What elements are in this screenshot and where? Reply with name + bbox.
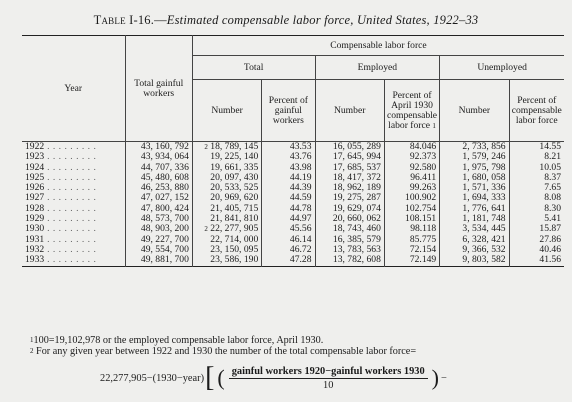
- header-pct-april-mark: 1: [432, 121, 436, 130]
- cell-total-value: 22, 714, 000: [210, 233, 259, 245]
- formula: [100, 364, 447, 392]
- cell-pct-gainful: 43.98: [262, 163, 315, 173]
- leader-dots: . . . . . . . . .: [44, 202, 97, 214]
- cell-pct-gainful: 45.56: [262, 224, 315, 234]
- cell-total-mark: 2: [204, 143, 208, 151]
- cell-unemployed: 1, 694, 333: [440, 193, 509, 203]
- cell-unemployed: 9, 803, 582: [440, 255, 509, 266]
- header-employed: Employed: [315, 56, 440, 80]
- leader-dots: . . . . . . . . .: [44, 141, 97, 152]
- header-employed-number: Number: [315, 80, 384, 142]
- cell-gainful: 49, 881, 700: [125, 255, 192, 266]
- cell-pct-comp: 40.46: [509, 245, 564, 255]
- formula-bracket-open: [: [205, 362, 215, 393]
- cell-total-value: 21, 841, 810: [210, 213, 259, 225]
- footnote-2-mark: 2: [30, 347, 34, 355]
- cell-pct-comp: 15.87: [509, 224, 564, 234]
- cell-pct-april: 99.263: [384, 183, 439, 193]
- table-number: Table I-16.: [93, 13, 155, 27]
- cell-gainful: 43, 934, 064: [125, 152, 192, 162]
- cell-pct-comp: 41.56: [509, 255, 564, 266]
- cell-total-value: 22, 277, 905: [210, 223, 259, 235]
- cell-pct-april: 92.580: [384, 163, 439, 173]
- footnote-1: [30, 335, 564, 346]
- cell-pct-april: 98.118: [384, 224, 439, 234]
- cell-unemployed: 1, 181, 748: [440, 214, 509, 224]
- header-unemployed-number: Number: [440, 80, 509, 142]
- cell-gainful: 45, 480, 608: [125, 173, 192, 183]
- cell-pct-comp: 10.05: [509, 163, 564, 173]
- cell-total-value: 20, 097, 430: [210, 171, 259, 183]
- cell-total-value: 18, 789, 145: [210, 141, 259, 152]
- cell-pct-gainful: 47.28: [262, 255, 315, 266]
- footnotes: [30, 335, 564, 357]
- cell-unemployed: 9, 366, 532: [440, 245, 509, 255]
- formula-paren-open: (: [217, 365, 225, 390]
- year-value: 1923: [25, 151, 45, 163]
- header-pct-april: [384, 80, 439, 142]
- cell-pct-comp: 8.08: [509, 193, 564, 203]
- year-value: 1926: [25, 182, 45, 194]
- cell-total-value: 19, 225, 140: [210, 151, 259, 163]
- year-value: 1925: [25, 171, 45, 183]
- leader-dots: . . . . . . . . .: [44, 151, 97, 163]
- header-total-gainful: Total gainful workers: [125, 36, 192, 142]
- cell-pct-april: 108.151: [384, 214, 439, 224]
- cell-pct-april: 92.373: [384, 152, 439, 162]
- cell-year: [22, 255, 125, 266]
- formula-paren-close: ): [431, 365, 439, 390]
- cell-pct-gainful: 44.78: [262, 204, 315, 214]
- cell-gainful: 48, 573, 700: [125, 214, 192, 224]
- cell-total-value: 20, 533, 525: [210, 182, 259, 194]
- cell-gainful: 43, 160, 792: [125, 142, 192, 153]
- cell-pct-april: 72.149: [384, 255, 439, 266]
- cell-pct-comp: 27.86: [509, 235, 564, 245]
- cell-pct-gainful: 46.72: [262, 245, 315, 255]
- leader-dots: . . . . . . . . .: [44, 161, 97, 173]
- footnote-2: [30, 346, 564, 357]
- cell-gainful: 49, 554, 700: [125, 245, 192, 255]
- cell-employed: 16, 385, 579: [315, 235, 384, 245]
- cell-total-value: 21, 405, 715: [210, 202, 259, 214]
- cell-employed: 18, 743, 460: [315, 224, 384, 234]
- cell-pct-april: 102.754: [384, 204, 439, 214]
- year-value: 1931: [25, 233, 45, 245]
- footnote-1-mark: 1: [30, 336, 34, 344]
- header-unemployed: Unemployed: [440, 56, 564, 80]
- leader-dots: . . . . . . . . .: [44, 171, 97, 183]
- cell-employed: 16, 055, 289: [315, 142, 384, 153]
- header-total-number: Number: [192, 80, 261, 142]
- cell-total-value: 20, 969, 620: [210, 192, 259, 204]
- footnote-1-text: 100=19,102,978 or the employed compensable labor force, April 1930.: [33, 335, 324, 346]
- cell-total-value: 23, 586, 190: [210, 254, 259, 266]
- formula-denominator: 10: [323, 379, 334, 391]
- cell-total-value: 19, 661, 335: [210, 161, 259, 173]
- cell-gainful: 47, 027, 152: [125, 193, 192, 203]
- cell-pct-comp: 8.21: [509, 152, 564, 162]
- leader-dots: . . . . . . . . .: [44, 233, 97, 245]
- cell-pct-gainful: 43.76: [262, 152, 315, 162]
- year-value: 1924: [25, 161, 45, 173]
- leader-dots: . . . . . . . . .: [44, 223, 97, 235]
- year-value: 1929: [25, 213, 45, 225]
- cell-pct-april: 100.902: [384, 193, 439, 203]
- cell-pct-april: 96.411: [384, 173, 439, 183]
- leader-dots: . . . . . . . . .: [44, 192, 97, 204]
- cell-pct-gainful: 44.97: [262, 214, 315, 224]
- cell-pct-gainful: 46.14: [262, 235, 315, 245]
- cell-unemployed: 6, 328, 421: [440, 235, 509, 245]
- formula-trailing: −: [441, 372, 447, 384]
- header-year: Year: [22, 36, 125, 142]
- cell-employed: 19, 629, 074: [315, 204, 384, 214]
- cell-gainful: 44, 707, 336: [125, 163, 192, 173]
- cell-employed: 17, 645, 994: [315, 152, 384, 162]
- leader-dots: . . . . . . . . .: [44, 213, 97, 225]
- cell-total-mark: 2: [204, 225, 208, 234]
- cell-gainful: 49, 227, 700: [125, 235, 192, 245]
- table-title: [0, 13, 572, 28]
- cell-pct-comp: 14.55: [509, 142, 564, 153]
- table-row: [22, 255, 564, 266]
- header-compensable: Compensable labor force: [192, 36, 564, 56]
- cell-employed: 18, 417, 372: [315, 173, 384, 183]
- cell-pct-gainful: 44.39: [262, 183, 315, 193]
- cell-pct-comp: 8.30: [509, 204, 564, 214]
- header-pct-comp: Percent of compensable labor force: [509, 80, 564, 142]
- cell-pct-gainful: 44.19: [262, 173, 315, 183]
- cell-unemployed: 2, 733, 856: [440, 142, 509, 153]
- cell-unemployed: 3, 534, 445: [440, 224, 509, 234]
- cell-employed: 13, 783, 563: [315, 245, 384, 255]
- cell-pct-april: 72.154: [384, 245, 439, 255]
- cell-pct-comp: 5.41: [509, 214, 564, 224]
- cell-pct-gainful: 44.59: [262, 193, 315, 203]
- cell-total: [192, 255, 261, 266]
- cell-unemployed: 1, 776, 641: [440, 204, 509, 214]
- header-total: Total: [192, 56, 315, 80]
- cell-unemployed: 1, 975, 798: [440, 163, 509, 173]
- year-value: 1932: [25, 243, 45, 255]
- cell-unemployed: 1, 579, 246: [440, 152, 509, 162]
- year-value: 1930: [25, 223, 45, 235]
- cell-total-value: 23, 150, 095: [210, 243, 259, 255]
- cell-unemployed: 1, 571, 336: [440, 183, 509, 193]
- cell-gainful: 47, 800, 424: [125, 204, 192, 214]
- footnote-2-text: For any given year between 1922 and 1930 the number of the total compensable labor force=: [36, 346, 417, 357]
- cell-pct-april: 84.046: [384, 142, 439, 153]
- cell-pct-april: 85.775: [384, 235, 439, 245]
- leader-dots: . . . . . . . . .: [44, 243, 97, 255]
- cell-employed: 13, 782, 608: [315, 255, 384, 266]
- table-body: [22, 142, 564, 267]
- formula-lhs: 22,277,905−(1930−year): [100, 372, 205, 384]
- leader-dots: . . . . . . . . .: [44, 182, 97, 194]
- cell-employed: 20, 660, 062: [315, 214, 384, 224]
- cell-employed: 17, 685, 537: [315, 163, 384, 173]
- year-value: 1928: [25, 202, 45, 214]
- formula-fraction: [229, 366, 428, 391]
- cell-pct-gainful: 43.53: [262, 142, 315, 153]
- title-dash: —: [154, 13, 167, 27]
- cell-pct-comp: 8.37: [509, 173, 564, 183]
- year-value: 1933: [25, 254, 45, 266]
- year-value: 1927: [25, 192, 45, 204]
- header-pct-gainful: Percent of gainful workers: [262, 80, 315, 142]
- cell-employed: 18, 962, 189: [315, 183, 384, 193]
- header-pct-april-label: Percent of April 1930 compensable labor force: [386, 89, 438, 131]
- cell-gainful: 46, 253, 880: [125, 183, 192, 193]
- year-value: 1922: [25, 141, 45, 152]
- cell-gainful: 48, 903, 200: [125, 224, 192, 234]
- labor-force-table: [22, 35, 564, 267]
- formula-numerator: gainful workers 1920−gainful workers 1930: [229, 366, 428, 379]
- cell-employed: 19, 275, 287: [315, 193, 384, 203]
- table-caption: Estimated compensable labor force, United States, 1922–33: [166, 13, 479, 27]
- cell-pct-comp: 7.65: [509, 183, 564, 193]
- leader-dots: . . . . . . . . .: [44, 254, 97, 266]
- cell-unemployed: 1, 680, 058: [440, 173, 509, 183]
